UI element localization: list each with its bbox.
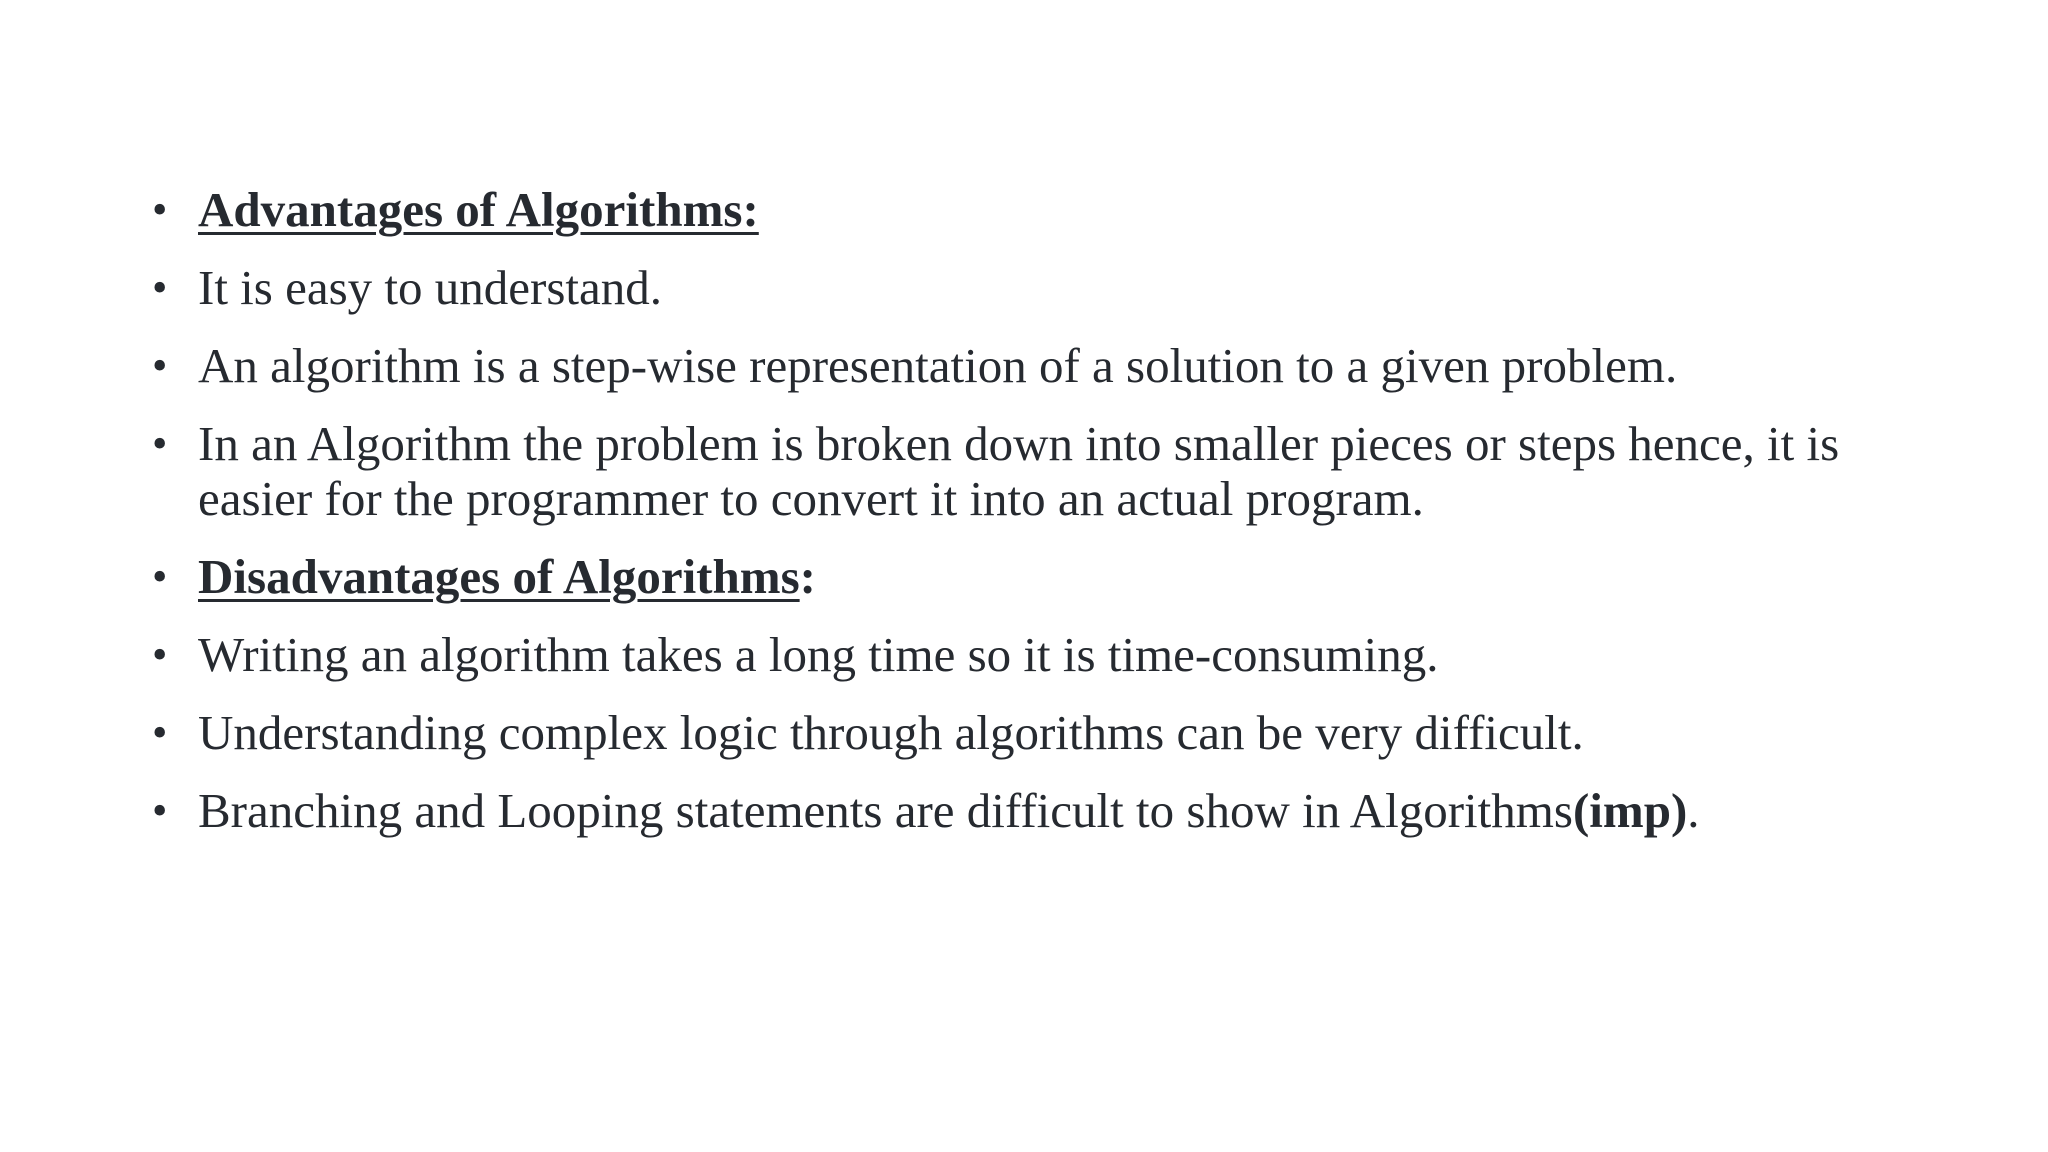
list-item bbox=[152, 338, 1912, 393]
bullet-icon: • bbox=[152, 552, 168, 601]
bullet-icon: • bbox=[152, 263, 168, 312]
list-item bbox=[152, 416, 1912, 526]
advantages-heading: Advantages of Algorithms: bbox=[198, 182, 759, 237]
bullet-icon: • bbox=[152, 341, 168, 390]
bullet-icon: • bbox=[152, 185, 168, 234]
bullet-icon: • bbox=[152, 708, 168, 757]
bullet-icon: • bbox=[152, 419, 168, 468]
imp-emphasis: (imp) bbox=[1572, 783, 1688, 838]
list-item-text: Understanding complex logic through algorithms can be very difficult. bbox=[198, 705, 1584, 760]
list-item-text: An algorithm is a step-wise representation of a solution to a given problem. bbox=[198, 338, 1678, 393]
disadvantages-heading: Disadvantages of Algorithms bbox=[198, 549, 800, 604]
disadvantages-heading-item bbox=[152, 549, 1912, 604]
list-item-text: Writing an algorithm takes a long time so it is time-consuming. bbox=[198, 627, 1439, 682]
list-item-end: . bbox=[1687, 783, 1700, 838]
disadvantages-heading-suffix: : bbox=[799, 549, 816, 604]
list-item bbox=[152, 783, 1912, 838]
bullet-icon: • bbox=[152, 630, 168, 679]
bullet-list bbox=[152, 182, 1912, 861]
list-item bbox=[152, 627, 1912, 682]
list-item-text: It is easy to understand. bbox=[198, 260, 663, 315]
list-item-text: In an Algorithm the problem is broken down into smaller pieces or steps hence, it is easier for the programmer to convert it into an actual program. bbox=[198, 416, 1840, 526]
list-item-text: Branching and Looping statements are difficult to show in Algorithms bbox=[198, 783, 1573, 838]
advantages-heading-item bbox=[152, 182, 1912, 237]
bullet-icon: • bbox=[152, 786, 168, 835]
list-item bbox=[152, 705, 1912, 760]
list-item bbox=[152, 260, 1912, 315]
